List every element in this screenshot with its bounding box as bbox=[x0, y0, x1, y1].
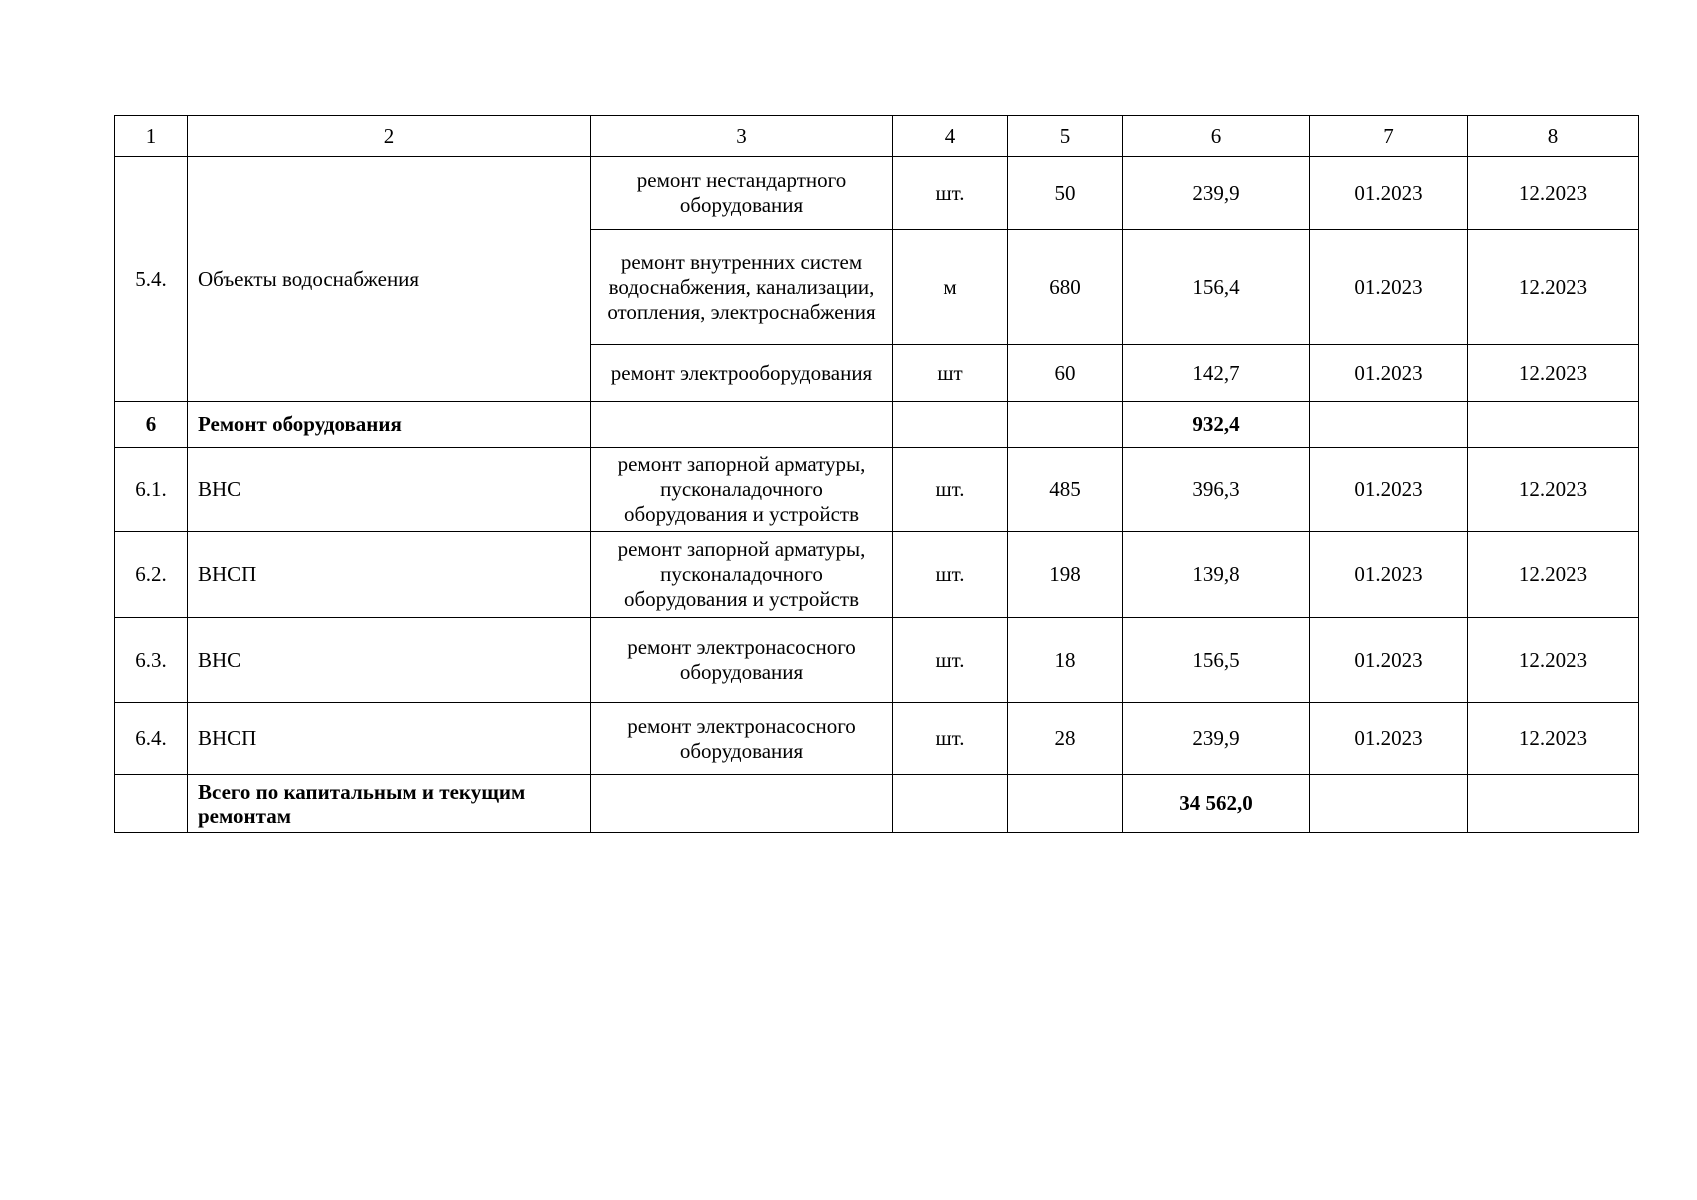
column-header: 4 bbox=[893, 116, 1008, 157]
work-description: ремонт нестандартного оборудования bbox=[591, 157, 893, 230]
cost-cell: 142,7 bbox=[1123, 345, 1310, 402]
quantity-cell: 50 bbox=[1008, 157, 1123, 230]
start-date-cell: 01.2023 bbox=[1310, 345, 1468, 402]
quantity-cell: 28 bbox=[1008, 703, 1123, 775]
column-header: 2 bbox=[188, 116, 591, 157]
empty-cell bbox=[591, 402, 893, 448]
quantity-cell: 485 bbox=[1008, 448, 1123, 532]
end-date-cell: 12.2023 bbox=[1468, 532, 1639, 618]
start-date-cell: 01.2023 bbox=[1310, 532, 1468, 618]
unit-cell: шт. bbox=[893, 703, 1008, 775]
empty-cell bbox=[1468, 402, 1639, 448]
section-number: 6 bbox=[115, 402, 188, 448]
empty-cell bbox=[1008, 402, 1123, 448]
column-header: 7 bbox=[1310, 116, 1468, 157]
section-title: Ремонт оборудования bbox=[188, 402, 591, 448]
table-row bbox=[115, 703, 1639, 775]
cost-cell: 139,8 bbox=[1123, 532, 1310, 618]
table-row bbox=[115, 157, 1639, 230]
object-name: ВНСП bbox=[188, 703, 591, 775]
work-description: ремонт внутренних систем водоснабжения, канализации, отопления, электроснабжения bbox=[591, 230, 893, 345]
start-date-cell: 01.2023 bbox=[1310, 230, 1468, 345]
quantity-cell: 18 bbox=[1008, 618, 1123, 703]
total-row bbox=[115, 775, 1639, 833]
column-header: 8 bbox=[1468, 116, 1639, 157]
unit-cell: шт. bbox=[893, 448, 1008, 532]
column-header: 5 bbox=[1008, 116, 1123, 157]
end-date-cell: 12.2023 bbox=[1468, 345, 1639, 402]
end-date-cell: 12.2023 bbox=[1468, 448, 1639, 532]
empty-cell bbox=[893, 402, 1008, 448]
repair-plan-table bbox=[114, 115, 1639, 833]
cost-cell: 396,3 bbox=[1123, 448, 1310, 532]
start-date-cell: 01.2023 bbox=[1310, 448, 1468, 532]
cost-cell: 239,9 bbox=[1123, 157, 1310, 230]
column-header: 3 bbox=[591, 116, 893, 157]
work-description: ремонт электронасосного оборудования bbox=[591, 618, 893, 703]
section-cost: 932,4 bbox=[1123, 402, 1310, 448]
end-date-cell: 12.2023 bbox=[1468, 157, 1639, 230]
row-number: 6.3. bbox=[115, 618, 188, 703]
row-number: 6.4. bbox=[115, 703, 188, 775]
table-row bbox=[115, 618, 1639, 703]
object-name: ВНСП bbox=[188, 532, 591, 618]
empty-cell bbox=[1310, 402, 1468, 448]
empty-cell bbox=[1008, 775, 1123, 833]
object-name: ВНС bbox=[188, 448, 591, 532]
work-description: ремонт запорной арматуры, пусконаладочного оборудования и устройств bbox=[591, 532, 893, 618]
object-name: ВНС bbox=[188, 618, 591, 703]
start-date-cell: 01.2023 bbox=[1310, 157, 1468, 230]
total-label: Всего по капитальным и текущим ремонтам bbox=[188, 775, 591, 833]
cost-cell: 156,5 bbox=[1123, 618, 1310, 703]
unit-cell: шт. bbox=[893, 157, 1008, 230]
column-header: 6 bbox=[1123, 116, 1310, 157]
empty-cell bbox=[591, 775, 893, 833]
unit-cell: шт bbox=[893, 345, 1008, 402]
column-number-row bbox=[115, 116, 1639, 157]
row-number: 6.2. bbox=[115, 532, 188, 618]
start-date-cell: 01.2023 bbox=[1310, 618, 1468, 703]
total-cost: 34 562,0 bbox=[1123, 775, 1310, 833]
empty-cell bbox=[115, 775, 188, 833]
end-date-cell: 12.2023 bbox=[1468, 703, 1639, 775]
work-description: ремонт электронасосного оборудования bbox=[591, 703, 893, 775]
unit-cell: шт. bbox=[893, 532, 1008, 618]
end-date-cell: 12.2023 bbox=[1468, 230, 1639, 345]
work-description: ремонт электрооборудования bbox=[591, 345, 893, 402]
empty-cell bbox=[893, 775, 1008, 833]
empty-cell bbox=[1468, 775, 1639, 833]
section-row bbox=[115, 402, 1639, 448]
table-row bbox=[115, 532, 1639, 618]
row-number: 5.4. bbox=[115, 157, 188, 402]
unit-cell: м bbox=[893, 230, 1008, 345]
end-date-cell: 12.2023 bbox=[1468, 618, 1639, 703]
quantity-cell: 60 bbox=[1008, 345, 1123, 402]
quantity-cell: 198 bbox=[1008, 532, 1123, 618]
work-description: ремонт запорной арматуры, пусконаладочного оборудования и устройств bbox=[591, 448, 893, 532]
column-header: 1 bbox=[115, 116, 188, 157]
empty-cell bbox=[1310, 775, 1468, 833]
quantity-cell: 680 bbox=[1008, 230, 1123, 345]
unit-cell: шт. bbox=[893, 618, 1008, 703]
cost-cell: 239,9 bbox=[1123, 703, 1310, 775]
row-number: 6.1. bbox=[115, 448, 188, 532]
start-date-cell: 01.2023 bbox=[1310, 703, 1468, 775]
cost-cell: 156,4 bbox=[1123, 230, 1310, 345]
table-row bbox=[115, 448, 1639, 532]
object-name: Объекты водоснабжения bbox=[188, 157, 591, 402]
